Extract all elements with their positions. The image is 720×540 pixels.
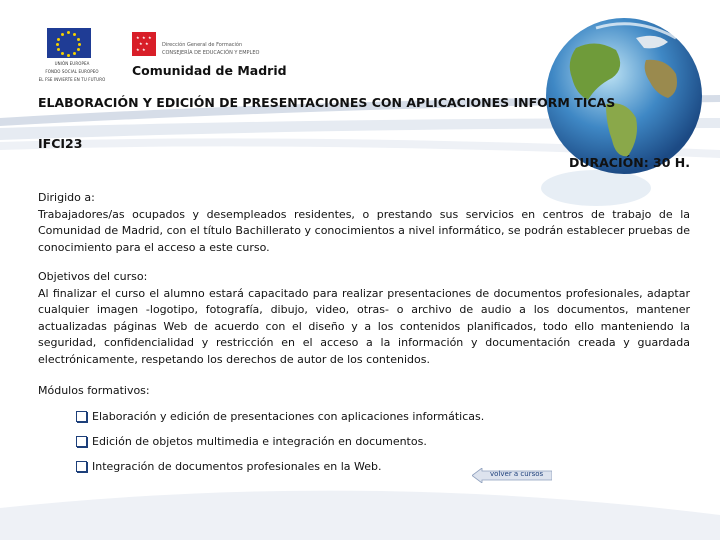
section-heading: Dirigido a:	[38, 191, 95, 204]
objectives-text: Al finalizar el curso el alumno estará capacitado para realizar presentaciones de documentos profesionales, adaptar cualquier imagen -logotipo, fotografía, dibujo, video, otras- o archivo de audio a los documentos, mantener actualizadas páginas Web de acuerdo con el diseño y a los contenidos planificados, todo ello manteniendo la seguridad, confidencialidad y restricción en el acceso a la información y documentación creada y guardada electrónicamente, respetando los derechos de autor de los contenidos.	[38, 286, 690, 366]
eu-logo-line: FONDO SOCIAL EUROPEO	[45, 69, 99, 74]
cm-subtitle-line: CONSEJERÍA DE EDUCACIÓN Y EMPLEO	[162, 50, 260, 56]
target-audience-text: Trabajadores/as ocupados y desempleados residentes, o prestando sus servicios en centros de trabajo de la Comunidad de Madrid, con el título Bachillerato y conocimientos a nivel informático, se podrán establecer pruebas de conocimiento para el acceso a este curso.	[38, 207, 690, 254]
course-title: ELABORACIÓN Y EDICIÓN DE PRESENTACIONES CON APLICACIONES INFORM TICAS	[38, 95, 616, 110]
cm-name: Comunidad de Madrid	[132, 63, 287, 78]
eu-flag-icon	[47, 28, 91, 58]
objectives-section	[38, 269, 690, 368]
list-item	[76, 454, 484, 479]
madrid-stars-icon: ★ ★ ★ ★ ★ ★ ★	[132, 32, 156, 56]
list-item	[76, 404, 484, 429]
section-heading: Objetivos del curso:	[38, 270, 148, 283]
comunidad-madrid-logo	[132, 32, 307, 80]
modules-list	[76, 404, 484, 479]
cm-subtitle-line: Dirección General de Formación	[162, 42, 243, 48]
eu-logo-line: EL FSE INVIERTE EN TU FUTURO	[38, 77, 106, 82]
eu-fse-logo	[22, 28, 122, 82]
eu-logo-line: UNIÓN EUROPEA	[54, 61, 90, 66]
target-audience-section	[38, 190, 690, 256]
checkbox-bullet-icon	[76, 436, 87, 447]
list-item	[76, 429, 484, 454]
checkbox-bullet-icon	[76, 461, 87, 472]
module-label: Edición de objetos multimedia e integración en documentos.	[92, 435, 427, 448]
course-duration: DURACIÓN: 30 H.	[568, 155, 690, 170]
module-label: Elaboración y edición de presentaciones con aplicaciones informáticas.	[92, 410, 485, 423]
back-button-label: volver a cursos	[490, 470, 544, 478]
checkbox-bullet-icon	[76, 411, 87, 422]
course-code: IFCI23	[38, 136, 83, 151]
back-to-courses-button[interactable]	[472, 468, 552, 483]
module-label: Integración de documentos profesionales en la Web.	[92, 460, 382, 473]
section-heading: Módulos formativos:	[38, 384, 150, 397]
modules-section	[38, 383, 690, 400]
